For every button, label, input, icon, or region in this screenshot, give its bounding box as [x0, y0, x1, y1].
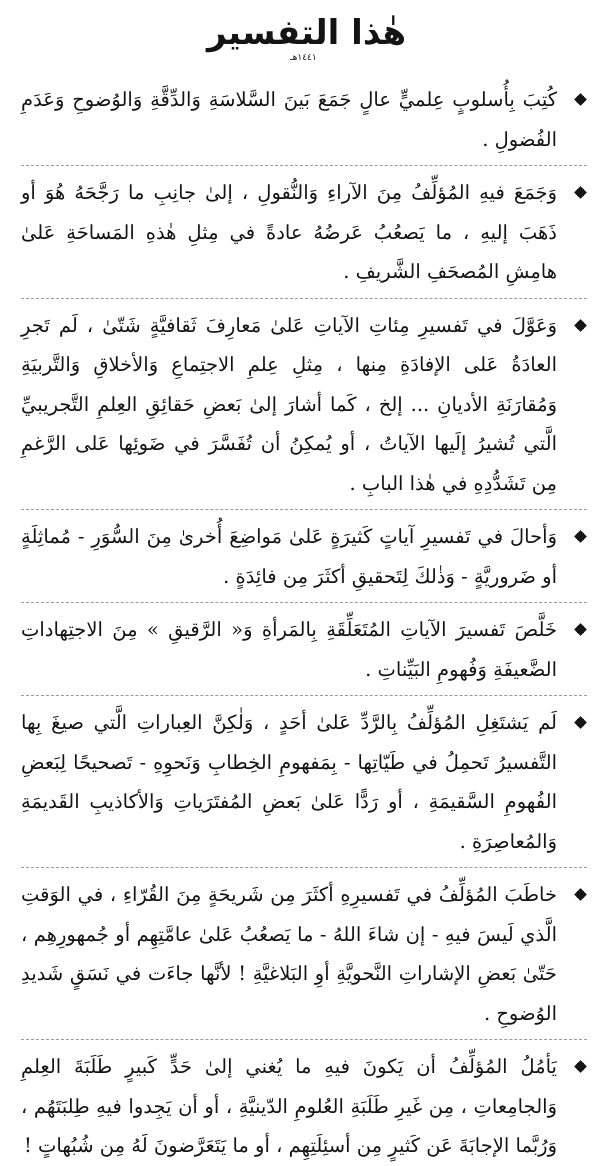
list-item-text: وَجَمَعَ فيهِ المُؤلِّفُ مِنَ الآراءِ وَالنُّقولِ ، إلىٰ جانِبِ ما رَجَّحَهُ هُوَ أو ذَهَبَ إليهِ ، ما يَصعُبُ عَرضُهُ عادةً في مِثلِ هٰذهِ المَساحَةِ عَلىٰ هامِشِ المُصحَفِ الشَّريفِ . [21, 181, 557, 283]
divider [21, 509, 587, 510]
diamond-bullet-icon [575, 1061, 587, 1073]
divider [21, 165, 587, 166]
page-header [0, 4, 613, 74]
list-item-text: خاطَبَ المُؤلِّفُ في تَفسيرِهِ أكثَرَ مِن شَريحَةٍ مِنَ القُرّاءِ ، في الوَقتِ الَّذي لَيسَ فيهِ - إن شاءَ اللهُ - ما يَصعُبُ عَلىٰ عامَّتِهِم أو جُمهورِهِم ، حَتّىٰ بَعضِ الإشاراتِ النَّحويَّةِ أوِ البَلاغيَّةِ ! لأنَّها جاءَت في نَسَقٍ شَديدِ الوُضوحِ . [21, 883, 557, 1025]
list-item-text: وَأحالَ في تَفسيرِ آياتٍ كَثيرَةٍ عَلىٰ مَواضِعَ أُخرىٰ مِنَ السُّوَرِ - مُماثِلَةٍ أو ضَروريَّةٍ - وَذٰلكَ لِتَحقيقِ أكثَرَ مِن فائِدَةٍ . [21, 525, 557, 588]
diamond-bullet-icon [575, 717, 587, 729]
diamond-bullet-icon [575, 94, 587, 106]
list-item [21, 173, 587, 292]
divider [21, 602, 587, 603]
divider [21, 695, 587, 696]
list-item [21, 517, 587, 596]
diamond-bullet-icon [575, 531, 587, 543]
list-item-text: وَعَوَّلَ في تَفسيرِ مِئاتِ الآياتِ عَلىٰ مَعارِفَ ثَقافيَّةٍ شَتّىٰ ، لَم تَجرِ العادَةُ عَلى الإفادَةِ مِنها ، مِثلِ عِلمِ الاجتِماعِ وَالأخلاقِ وَالتَّربيَةِ وَمُقارَنَةِ الأديانِ ... إلخ ، كَما أشارَ إلىٰ بَعضِ حَقائِقِ العِلمِ التَّجريبيِّ الَّتي تُشيرُ إلَيها الآياتُ ، أو يُمكِنُ أن تُفَسَّرَ في ضَوئِها عَلى الرَّغمِ مِن تَشَدُّدِهِ في هٰذا البابِ . [21, 313, 557, 495]
list-item [21, 875, 587, 1033]
divider [21, 1039, 587, 1040]
list-item [21, 703, 587, 861]
list-item-text: خَلَّصَ تَفسيرَ الآياتِ المُتَعَلِّقَةِ بِالمَرأةِ وَ« الرَّقيقِ » مِنَ الاجتِهاداتِ الضَّعيفَةِ وَفُهومِ البَيِّناتِ . [21, 618, 557, 681]
title-year: ١٤٤١هـ [290, 53, 317, 63]
list-item [21, 306, 587, 504]
list-item-text: لَم يَشتَغِلِ المُؤلِّفُ بِالرَّدِّ عَلىٰ أحَدٍ ، وَلٰكِنَّ العِباراتِ الَّتي صيغَ بِها التَّفسيرُ تَحمِلُ في طَيّاتِها - بِمَفهومِ الخِطابِ وَنَحوِهِ - تَصحيحًا لِبَعضِ الفُهومِ السَّقيمَةِ ، أو رَدًّا عَلىٰ بَعضِ المُفتَرَياتِ وَالأكاذيبِ القَديمَةِ وَالمُعاصِرَةِ . [21, 711, 557, 853]
list-item [21, 80, 587, 159]
diamond-bullet-icon [575, 624, 587, 636]
divider [21, 867, 587, 868]
list-item-text: يَأمُلُ المُؤلِّفُ أن يَكونَ فيهِ ما يُغني إلىٰ حَدٍّ كَبيرٍ طَلَبَةَ العِلمِ وَالجامِعاتِ ، مِن غَيرِ طَلَبَةِ العُلومِ الدّينيَّةِ ، أو أن يَجِدوا فيهِ طِلبَتَهُم ، وَرُبَّما الإجابَةَ عَن كَثيرٍ مِن أسئِلَتِهِم ، أو ما يَتَعَرَّضونَ لَهُ مِن شُبُهاتٍ ! [21, 1055, 557, 1157]
page-title: هٰذا التفسير [206, 13, 407, 53]
list-item [21, 1047, 587, 1166]
diamond-bullet-icon [575, 889, 587, 901]
list-item [21, 610, 587, 689]
diamond-bullet-icon [575, 187, 587, 199]
divider [21, 298, 587, 299]
list-item-text: كُتِبَ بِأُسلوبٍ عِلميٍّ عالٍ جَمَعَ بَينَ السَّلاسَةِ وَالدِّقَّةِ وَالوُضوحِ وَعَدَمِ الفُضولِ . [21, 88, 557, 151]
diamond-bullet-icon [575, 320, 587, 332]
feature-list [21, 80, 587, 1166]
